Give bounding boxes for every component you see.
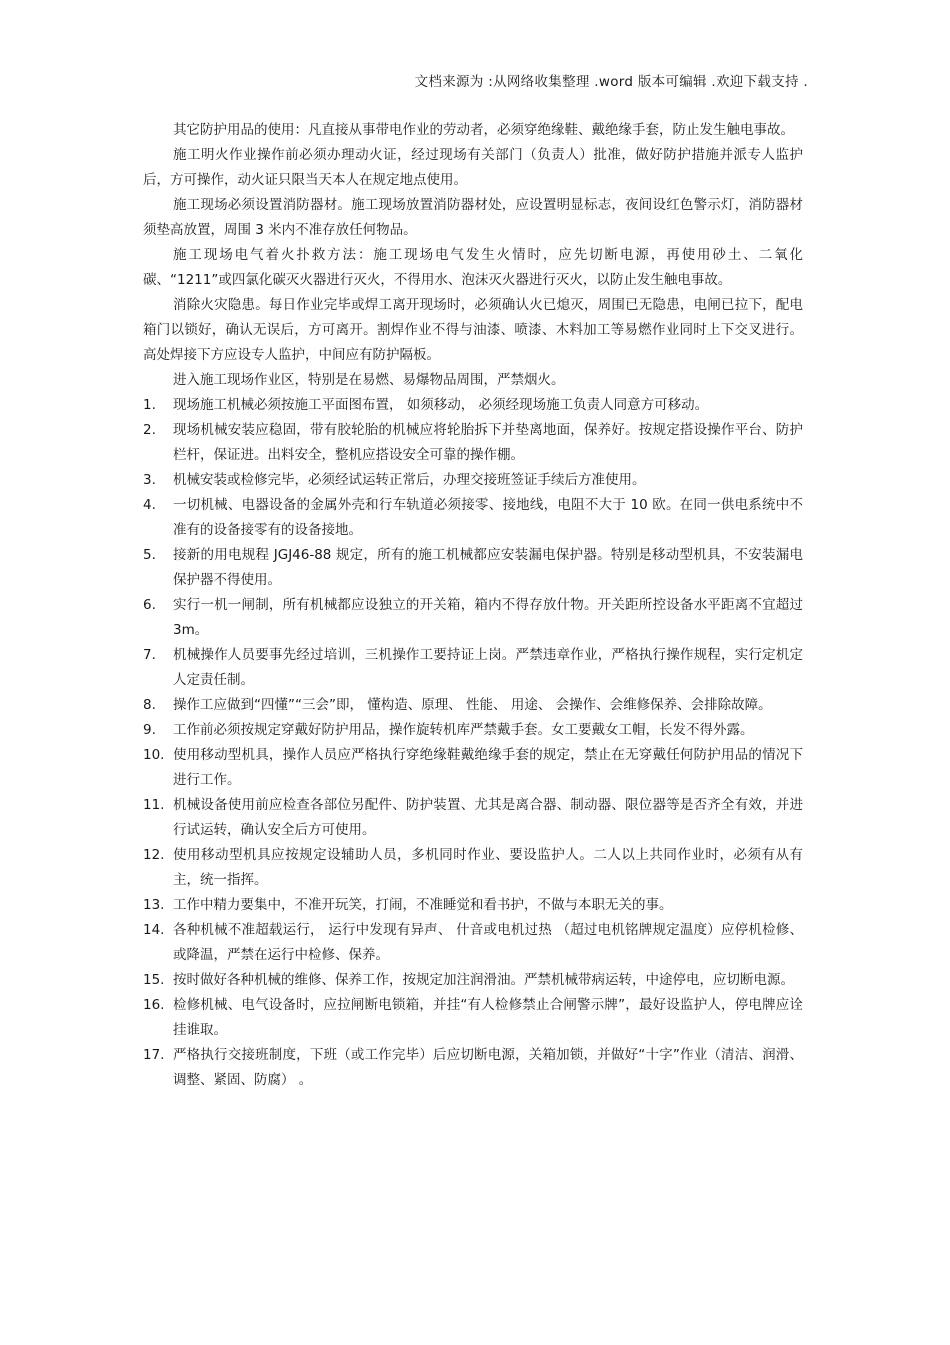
list-item-number: 10. (143, 747, 165, 763)
list-item (143, 968, 803, 993)
list-item (143, 468, 803, 493)
machinery-rules-list (143, 393, 803, 1093)
list-item-number: 1. (143, 397, 156, 413)
list-item (143, 593, 803, 643)
list-item-text: 检修机械、电气设备时，应拉闸断电锁箱，并挂“有人检修禁止合闸警示牌”，最好设监护人，停电牌应诠挂谁取。 (173, 997, 803, 1038)
list-item (143, 993, 803, 1043)
paragraph-fire-hazards: 消除火灾隐患。每日作业完毕或焊工离开现场时，必须确认火已熄灭，周围已无隐患，电闸已拉下，配电箱门以锁好，确认无误后，方可离开。割焊作业不得与油漆、喷漆、木料加工等易燃作业同时上下交叉进行。高处焊接下方应设专人监护，中间应有防护隔板。 (143, 297, 803, 363)
list-item-text: 机械安装或检修完毕，必须经试运转正常后，办理交接班签证手续后方准使用。 (173, 472, 646, 488)
list-item-number: 9. (143, 722, 156, 738)
list-item-text: 按时做好各种机械的维修、保养工作，按规定加注润滑油。严禁机械带病运转，中途停电，应切断电源。 (173, 972, 794, 988)
list-item-number: 2. (143, 422, 156, 438)
list-item (143, 543, 803, 593)
list-item-text: 严格执行交接班制度，下班（或工作完毕）后应切断电源，关箱加锁，并做好“十字”作业（清洁、润滑、调整、紧固、防腐） 。 (173, 1047, 803, 1088)
list-item-number: 8. (143, 697, 156, 713)
list-item (143, 493, 803, 543)
paragraph-open-flame-permit: 施工明火作业操作前必须办理动火证，经过现场有关部门（负责人）批准，做好防护措施并派专人监护后，方可操作，动火证只限当天本人在规定地点使用。 (143, 147, 803, 188)
list-item-text: 使用移动型机具，操作人员应严格执行穿绝缘鞋戴绝缘手套的规定，禁止在无穿戴任何防护用品的情况下进行工作。 (173, 747, 803, 788)
list-item (143, 643, 803, 693)
list-item-text: 操作工应做到“四懂”“三会”即， 懂构造、原理、 性能、 用途、 会操作、会维修保养、会排除故障。 (173, 697, 772, 713)
list-item-number: 3. (143, 472, 156, 488)
list-item-number: 17. (143, 1047, 165, 1063)
document-source-header: 文档来源为 :从网络收集整理 .word 版本可编辑 .欢迎下载支持 . (414, 74, 808, 90)
list-item-text: 实行一机一闸制，所有机械都应设独立的开关箱，箱内不得存放什物。开关距所控设备水平距离不宜超过 3m。 (173, 597, 803, 638)
document-body (143, 118, 803, 1093)
list-item-number: 11. (143, 797, 165, 813)
paragraph-no-smoking: 进入施工现场作业区，特别是在易燃、易爆物品周围，严禁烟火。 (173, 372, 565, 388)
list-item-text: 现场施工机械必须按施工平面图布置， 如须移动， 必须经现场施工负责人同意方可移动。 (173, 397, 709, 413)
list-item-number: 15. (143, 972, 165, 988)
list-item (143, 793, 803, 843)
paragraph-electrical-fire: 施工现场电气着火扑救方法：施工现场电气发生火情时，应先切断电源，再使用砂土、二氧化碳、“1211”或四氯化碳灭火器进行灭火，不得用水、泡沫灭火器进行灭火，以防止发生触电事故。 (143, 247, 803, 288)
list-item-text: 接新的用电规程 JGJ46-88 规定，所有的施工机械都应安装漏电保护器。特别是移动型机具，不安装漏电保护器不得使用。 (173, 547, 803, 588)
list-item-text: 工作中精力要集中，不准开玩笑，打闹，不准睡觉和看书护，不做与本职无关的事。 (173, 897, 673, 913)
list-item (143, 893, 803, 918)
list-item (143, 918, 803, 968)
list-item (143, 1043, 803, 1093)
list-item (143, 718, 803, 743)
list-item (143, 393, 803, 418)
list-item-number: 12. (143, 847, 165, 863)
list-item (143, 418, 803, 468)
list-item-text: 机械操作人员要事先经过培训，三机操作工要持证上岗。严禁违章作业，严格执行操作规程，实行定机定人定责任制。 (173, 647, 803, 688)
list-item-number: 5. (143, 547, 156, 563)
list-item-number: 14. (143, 922, 165, 938)
paragraph-protective-gear: 其它防护用品的使用：凡直接从事带电作业的劳动者，必须穿绝缘鞋、戴绝缘手套，防止发生触电事故。 (173, 122, 794, 138)
list-item-text: 现场机械安装应稳固，带有胶轮胎的机械应将轮胎拆下并垫离地面，保养好。按规定搭设操作平台、防护栏杆，保证进。出料安全，整机应搭设安全可靠的操作棚。 (173, 422, 803, 463)
list-item (143, 843, 803, 893)
list-item-number: 7. (143, 647, 156, 663)
list-item-text: 机械设备使用前应检查各部位另配件、防护装置、尤其是离合器、制动器、限位器等是否齐全有效，并进行试运转，确认安全后方可使用。 (173, 797, 803, 838)
list-item-number: 4. (143, 497, 156, 513)
list-item-text: 使用移动型机具应按规定设辅助人员，多机同时作业、要设监护人。二人以上共同作业时，必须有从有主，统一指挥。 (173, 847, 803, 888)
list-item-text: 各种机械不准超载运行， 运行中发现有异声、 什音或电机过热 （超过电机铭牌规定温度）应停机检修、或降温，严禁在运行中检修、保养。 (173, 922, 803, 963)
list-item-number: 16. (143, 997, 165, 1013)
list-item-number: 6. (143, 597, 156, 613)
paragraph-fire-equipment: 施工现场必须设置消防器材。施工现场放置消防器材处，应设置明显标志，夜间设红色警示灯，消防器材须垫高放置，周围 3 米内不准存放任何物品。 (143, 197, 803, 238)
list-item-text: 工作前必须按规定穿戴好防护用品，操作旋转机库严禁戴手套。女工要戴女工帽，长发不得外露。 (173, 722, 754, 738)
list-item-text: 一切机械、电器设备的金属外壳和行车轨道必须接零、接地线，电阻不大于 10 欧。在同一供电系统中不准有的设备接零有的设备接地。 (173, 497, 803, 538)
list-item (143, 743, 803, 793)
list-item-number: 13. (143, 897, 165, 913)
list-item (143, 693, 803, 718)
